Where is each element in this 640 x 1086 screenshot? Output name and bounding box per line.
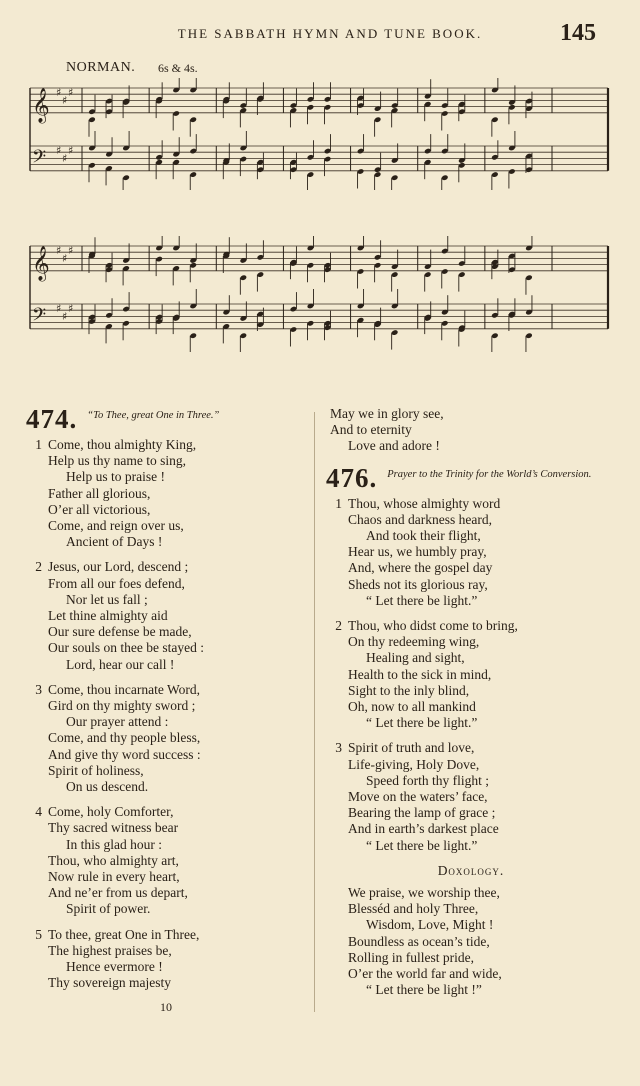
sharp-icon: ♯	[68, 244, 74, 257]
verse-line	[326, 406, 616, 422]
verse-text: To thee, great One in Three,	[48, 926, 200, 942]
verse-text: Bearing the lamp of grace ;	[348, 805, 496, 821]
left-column	[26, 405, 288, 1001]
verse-line	[326, 715, 616, 731]
verse-line	[26, 453, 288, 469]
verse-text: And give thy word success :	[48, 746, 201, 762]
verse-text: Let thine almighty aid	[48, 608, 168, 624]
verse-text: In this glad hour :	[66, 836, 162, 852]
doxology-title: Doxology.	[437, 862, 505, 878]
verse-text: On us descend.	[66, 779, 149, 795]
verse-line	[326, 650, 616, 666]
verse-text: Our souls on thee be stayed :	[48, 640, 204, 656]
verse-line	[326, 950, 616, 966]
stanza-number: 4	[35, 804, 42, 820]
running-head: THE SABBATH HYMN AND TUNE BOOK.	[177, 26, 483, 41]
verse-line	[326, 667, 616, 683]
verse-line	[326, 885, 616, 901]
verse-text: Speed forth thy flight ;	[366, 772, 489, 788]
verse-text: Thy sacred witness bear	[48, 820, 179, 836]
verse-text: Hear us, we humbly pray,	[348, 544, 487, 560]
sharp-icon: ♯	[56, 144, 62, 157]
verse-line	[26, 657, 288, 673]
verse-text: From all our foes defend,	[48, 575, 185, 591]
verse-line	[326, 528, 616, 544]
verse-text: Come, and thy people bless,	[48, 730, 201, 746]
verse-text: Rolling in fullest pride,	[348, 949, 474, 965]
verse-line	[26, 698, 288, 714]
verse-text: “ Let there be light.”	[366, 715, 478, 731]
verse-text: Lord, hear our call !	[66, 656, 175, 672]
verse-line	[26, 901, 288, 917]
verse-line	[26, 486, 288, 502]
verse-line	[326, 966, 616, 982]
verse-line	[326, 438, 616, 454]
verse-line	[326, 577, 616, 593]
verse-text: Thou, who didst come to bring,	[348, 618, 518, 634]
hymn-474-continuation	[326, 406, 616, 455]
verse-line	[26, 927, 288, 943]
verse-text: Jesus, our Lord, descend ;	[48, 559, 189, 575]
verse-text: Thou, who almighty art,	[48, 852, 179, 868]
verse-line	[326, 757, 616, 773]
sharp-icon: ♯	[62, 252, 68, 265]
verse-text: “ Let there be light.”	[366, 837, 478, 853]
verse-line	[26, 820, 288, 836]
stanza-number: 2	[35, 559, 42, 575]
verse-text: Wisdom, Love, Might !	[366, 917, 494, 933]
verse-line	[326, 634, 616, 650]
verse-line	[26, 853, 288, 869]
verse-text: “ Let there be light.”	[366, 592, 478, 608]
verse-text: Hence evermore !	[66, 959, 163, 975]
verse-text: Health to the sick in mind,	[348, 666, 492, 682]
verse-text: Healing and sight,	[366, 650, 465, 666]
verse-line	[26, 437, 288, 453]
verse-line	[26, 869, 288, 885]
hymn-number: 476.	[326, 462, 378, 493]
sharp-icon: ♯	[62, 310, 68, 323]
verse-line	[326, 512, 616, 528]
verse-line	[326, 544, 616, 560]
verse-line	[26, 518, 288, 534]
verse-text: Thou, whose almighty word	[348, 495, 501, 511]
verse-line	[326, 740, 616, 756]
verse-text: Sight to the inly blind,	[348, 682, 470, 698]
verse-line	[26, 640, 288, 656]
verse-text: Sheds not its glorious ray,	[348, 576, 488, 592]
verse-text: Now rule in every heart,	[48, 869, 180, 885]
verse-line	[26, 608, 288, 624]
column-divider	[314, 412, 315, 1012]
verse-text: Oh, now to all mankind	[348, 699, 476, 715]
verse-line	[26, 959, 288, 975]
verse-text: O’er the world far and wide,	[348, 966, 502, 982]
verse-line	[26, 763, 288, 779]
treble-clef-icon: 𝄞	[32, 88, 50, 123]
verse-text: And to eternity	[330, 422, 412, 438]
verse-text: Father all glorious,	[48, 485, 151, 501]
verse-text: Help us thy name to sing,	[48, 453, 186, 469]
verse-line	[326, 901, 616, 917]
verse-line	[26, 576, 288, 592]
verse-line	[26, 592, 288, 608]
stanza	[26, 804, 288, 917]
music-staves-1	[26, 78, 612, 190]
verse-text: Spirit of holiness,	[48, 762, 144, 778]
bass-clef-icon: 𝄢	[32, 147, 47, 172]
stanza	[26, 682, 288, 795]
verse-line	[26, 837, 288, 853]
sharp-icon: ♯	[68, 302, 74, 315]
verse-line	[26, 534, 288, 550]
stanza	[26, 927, 288, 992]
verse-text: Spirit of truth and love,	[348, 740, 475, 756]
hymn-476-stanzas	[326, 496, 616, 854]
stanza-number: 2	[335, 618, 342, 634]
verse-text: May we in glory see,	[330, 406, 444, 421]
right-column	[326, 406, 616, 1008]
stanza	[26, 437, 288, 550]
music-staves-2	[26, 236, 612, 352]
hymn-title: “To Thee, great One in Three.”	[87, 410, 220, 421]
signature-mark: 10	[160, 1000, 172, 1014]
stanza	[326, 496, 616, 609]
verse-text: And, where the gospel day	[348, 560, 493, 576]
sharp-icon: ♯	[68, 144, 74, 157]
verse-line	[26, 747, 288, 763]
verse-line	[326, 496, 616, 512]
sharp-icon: ♯	[56, 302, 62, 315]
verse-line	[26, 502, 288, 518]
verse-text: Ancient of Days !	[66, 534, 163, 550]
verse-text: The highest praises be,	[48, 942, 172, 958]
verse-text: Blesséd and holy Three,	[348, 901, 479, 917]
verse-line	[326, 982, 616, 998]
verse-line	[26, 885, 288, 901]
verse-text: “ Let there be light !”	[366, 982, 482, 998]
verse-text: On thy redeeming wing,	[348, 634, 480, 650]
bass-clef-icon: 𝄢	[32, 305, 47, 330]
verse-line	[26, 559, 288, 575]
verse-line	[26, 682, 288, 698]
verse-text: O’er all victorious,	[48, 501, 151, 517]
verse-text: And took their flight,	[366, 528, 481, 544]
verse-text: Life-giving, Holy Dove,	[348, 756, 480, 772]
verse-line	[26, 730, 288, 746]
verse-line	[326, 838, 616, 854]
stanza	[326, 618, 616, 731]
verse-text: And in earth’s darkest place	[348, 821, 499, 837]
stanza-number: 1	[35, 437, 42, 452]
verse-line	[26, 804, 288, 820]
verse-text: Move on the waters’ face,	[348, 789, 488, 805]
doxology	[326, 885, 616, 998]
verse-line	[326, 805, 616, 821]
verse-line	[26, 469, 288, 485]
music-system-1	[26, 78, 612, 190]
verse-text: Thy sovereign majesty	[48, 975, 171, 991]
verse-line	[326, 593, 616, 609]
stanza-number: 5	[35, 926, 42, 942]
verse-text: Our sure defense be made,	[48, 624, 192, 640]
verse-text: Love and adore !	[348, 438, 440, 454]
verse-text: Come, thou incarnate Word,	[48, 681, 201, 697]
verse-text: Boundless as ocean’s tide,	[348, 933, 490, 949]
verse-line	[326, 789, 616, 805]
verse-line	[26, 779, 288, 795]
tune-meter: 6s & 4s.	[158, 61, 198, 75]
verse-text: Come, holy Comforter,	[48, 804, 174, 820]
sharp-icon: ♯	[62, 152, 68, 165]
stanza	[326, 740, 616, 853]
verse-text: And ne’er from us depart,	[48, 885, 188, 901]
verse-line	[326, 560, 616, 576]
verse-text: Nor let us fall ;	[66, 591, 148, 607]
hymn-474-stanzas	[26, 437, 288, 992]
verse-line	[26, 624, 288, 640]
verse-line	[26, 943, 288, 959]
sharp-icon: ♯	[62, 94, 68, 107]
hymn-title: Prayer to the Trinity for the World’s Conversion.	[387, 468, 592, 480]
verse-text: Come, thou almighty King,	[48, 437, 197, 452]
sharp-icon: ♯	[56, 244, 62, 257]
stanza-number: 1	[335, 495, 342, 511]
stanza	[26, 559, 288, 672]
sharp-icon: ♯	[68, 86, 74, 99]
verse-text: Spirit of power.	[66, 901, 151, 917]
tune-name: NORMAN.	[66, 60, 136, 75]
verse-text: Help us to praise !	[66, 469, 165, 485]
stanza-number: 3	[335, 740, 342, 756]
verse-line	[326, 917, 616, 933]
music-system-2	[26, 236, 612, 352]
verse-line	[326, 934, 616, 950]
stanza-number: 3	[35, 681, 42, 697]
hymn-number: 474.	[26, 404, 78, 434]
page-number: 145	[560, 20, 596, 46]
verse-line	[326, 618, 616, 634]
verse-line	[326, 773, 616, 789]
verse-text: Come, and reign over us,	[48, 518, 184, 534]
verse-line	[326, 699, 616, 715]
treble-clef-icon: 𝄞	[32, 246, 50, 281]
verse-text: Our prayer attend :	[66, 714, 169, 730]
verse-line	[326, 422, 616, 438]
verse-line	[326, 821, 616, 837]
verse-line	[326, 683, 616, 699]
sharp-icon: ♯	[56, 86, 62, 99]
verse-line	[26, 714, 288, 730]
hymn-476-heading	[326, 464, 616, 492]
verse-text: Chaos and darkness heard,	[348, 511, 492, 527]
hymn-474-heading	[26, 405, 288, 433]
verse-line	[26, 975, 288, 991]
verse-text: We praise, we worship thee,	[348, 885, 500, 901]
verse-text: Gird on thy mighty sword ;	[48, 698, 196, 714]
